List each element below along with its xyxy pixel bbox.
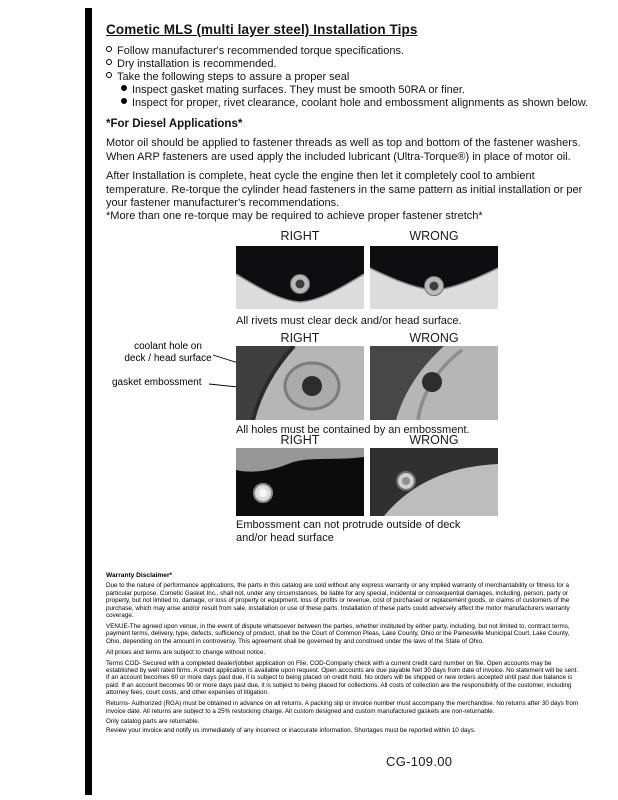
page-code: CG-109.00 xyxy=(386,754,453,769)
right-label-row2: RIGHT xyxy=(280,331,320,345)
disclaimer-paragraph: All prices and terms are subject to change without notice. xyxy=(106,648,266,656)
list-item xyxy=(121,84,588,97)
page-left-border xyxy=(85,8,92,795)
callout-text: coolant hole on xyxy=(134,341,202,352)
coolant-right-image xyxy=(236,346,364,420)
diesel-applications-heading: *For Diesel Applications* xyxy=(106,118,243,130)
wrong-label-row3: WRONG xyxy=(409,433,459,447)
heat-cycle-paragraph: After Installation is complete, heat cycle the engine then let it completely cool to ambient temperature. Re-torque the cylinder head fasteners in the same pattern as initial installation or per your fastener manufacturer's recommendations. xyxy=(106,170,583,209)
tip-text: Follow manufacturer's recommended torque specifications. xyxy=(117,45,405,57)
warranty-disclaimer xyxy=(106,572,583,738)
open-bullet-icon xyxy=(106,46,112,52)
coolant-wrong-image xyxy=(370,346,498,420)
disclaimer-paragraph: Returns- Authorized (RGA) must be obtained in advance on all returns. A packing slip or invoice number must accompany the merchandise. No returns after 30 days from invoice date. All returns are subject to a 25% restocking charge. All custom designed and custom manufactured gaskets are non-returnable. xyxy=(106,700,579,715)
rivet-caption: All rivets must clear deck and/or head surface. xyxy=(236,315,462,327)
list-item xyxy=(121,97,588,110)
callout-text: deck / head surface xyxy=(124,352,212,364)
disclaimer-paragraph: Due to the nature of performance applications, the parts in this catalog are sold without any express warranty or any implied warranty of merchantability or fitness for a particular purpose. Cometic Gasket Inc., shall not, under any circumstances, be liable for any special, incidental or consequential damages, including, person, party or property, but not limited to, damage, or loss of property or equipment, loss of profits or revenue, cost of purchased or replacement goods, or claims of customers of the purchase, which may arise and/or result from sale, installation or use of these parts. Installation of these parts could adversely affect the motor manufacturers warranty coverage. xyxy=(106,582,570,620)
installation-tips-list xyxy=(106,45,588,110)
open-bullet-icon xyxy=(106,59,112,65)
tip-text: Dry installation is recommended. xyxy=(117,58,277,70)
list-item xyxy=(106,58,588,71)
filled-bullet-icon xyxy=(121,85,127,91)
disclaimer-paragraph: Only catalog parts are returnable. xyxy=(106,718,200,726)
motor-oil-paragraph: Motor oil should be applied to fastener threads as well as top and bottom of the fastener washers. When ARP fasteners are used apply the included lubricant (Ultra-Torque®) in place of motor oil. xyxy=(106,137,581,163)
open-bullet-icon xyxy=(106,72,112,78)
rivet-wrong-image xyxy=(370,246,498,309)
disclaimer-paragraph: Terms COD- Secured with a completed dealer/jobber application on File, COD-Company check with a current credit card number on file. Open accounts may be established by well rated firms. A credit application is available upon request. Open accounts are due payable Net 30 days from date of invoice. No statement will be sent. If an account becomes 60 or more days past due, it is subject to being placed on credit hold. No orders will be shipped or new orders accepted until past due balance is paid. If an account becomes 90 or more days past due, it is subject to being placed for collections. All costs of collection are the responsibility of the customer, including attorney fees, court costs, and other expenses of litigation. xyxy=(106,659,579,697)
filled-bullet-icon xyxy=(121,98,127,104)
list-item xyxy=(106,71,588,84)
caption-line: Embossment can not protrude outside of deck xyxy=(236,519,461,531)
embossment-right-image xyxy=(236,448,364,516)
right-label-row3: RIGHT xyxy=(280,433,320,447)
page-title: Cometic MLS (multi layer steel) Installation Tips xyxy=(106,22,418,37)
retorque-note: *More than one re-torque may be required to achieve proper fastener stretch* xyxy=(106,210,483,222)
embossment-wrong-image xyxy=(370,448,498,516)
disclaimer-heading: Warranty Disclaimer* xyxy=(106,572,173,579)
caption-line: and/or head surface xyxy=(236,532,334,544)
gasket-embossment-callout: gasket embossment xyxy=(112,377,202,388)
right-label-row1: RIGHT xyxy=(280,229,320,243)
disclaimer-paragraph: Review your invoice and notify us immediately of any incorrect or inaccurate information. Shortages must be reported within 10 days. xyxy=(106,726,476,734)
wrong-label-row2: WRONG xyxy=(409,331,459,345)
wrong-label-row1: WRONG xyxy=(409,229,459,243)
tip-text: Inspect for proper, rivet clearance, coolant hole and embossment alignments as shown below. xyxy=(132,97,589,109)
list-item xyxy=(106,45,588,58)
tip-text: Take the following steps to assure a proper seal xyxy=(117,71,350,83)
embossment-protrusion-caption xyxy=(236,519,460,545)
tip-text: Inspect gasket mating surfaces. They must be smooth 50RA or finer. xyxy=(132,84,466,96)
embossment-containment-caption: All holes must be contained by an embossment. xyxy=(236,424,470,436)
disclaimer-paragraph: VENUE-The agreed upon venue, in the event of dispute whatsoever between the parties, whether instituted by either party, including, but not limited to, contract terms, payment terms, delivery, type, defects, sufficiency of product, shall be the Court of Common Pleas, Lake County, Ohio or the Painesville Municipal Court, Lake County, Ohio, depending on the amount in controversy. This agreement shall be governed by and construed under the laws of the State of Ohio. xyxy=(106,622,570,645)
coolant-hole-callout xyxy=(120,341,216,364)
rivet-right-image xyxy=(236,246,364,309)
